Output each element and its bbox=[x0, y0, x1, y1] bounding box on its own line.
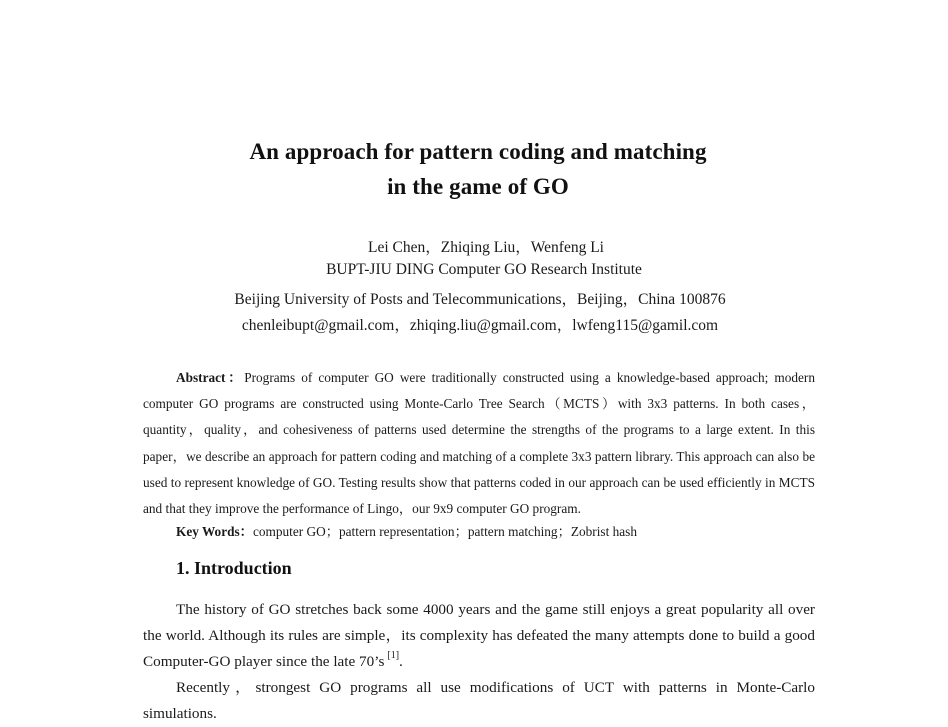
paper-title-line-1: An approach for pattern coding and matching bbox=[249, 139, 707, 164]
paper-title-line-2: in the game of GO bbox=[387, 174, 569, 199]
abstract bbox=[143, 365, 815, 522]
affiliation-university: Beijing University of Posts and Telecommunications，Beijing，China 100876 bbox=[234, 291, 726, 308]
author-emails: chenleibupt@gmail.com，zhiqing.liu@gmail.com，lwfeng115@gamil.com bbox=[241, 317, 719, 334]
keywords-text: computer GO；pattern representation；pattern matching；Zobrist hash bbox=[252, 524, 637, 539]
abstract-label: Abstract： bbox=[176, 370, 245, 385]
keywords bbox=[176, 521, 637, 540]
author-list: Lei Chen，Zhiqing Liu，Wenfeng Li bbox=[368, 239, 604, 256]
intro-paragraph-2: Recently，strongest GO programs all use modifications of UCT with patterns in Monte-Carlo simulations. bbox=[143, 679, 815, 722]
intro-paragraph-1 bbox=[143, 597, 815, 675]
abstract-text: Programs of computer GO were traditionally constructed using a knowledge-based approach; modern computer GO programs are constructed using Monte-Carlo Tree Search（MCTS）with 3x3 patterns. In both cases，quantity，quality，and cohesiveness of patterns used determine the strengths of the programs to a large extent. In this paper，we describe an approach for pattern coding and matching of a complete 3x3 pattern library. This approach can also be used to represent knowledge of GO. Testing results show that patterns coded in our approach can be used efficiently in MCTS and that they improve the performance of Lingo，our 9x9 computer GO program. bbox=[143, 370, 815, 517]
citation-marker: [1] bbox=[387, 650, 400, 661]
affiliation-institute: BUPT-JIU DING Computer GO Research Institute bbox=[326, 261, 642, 278]
intro-paragraph-1-end: . bbox=[399, 653, 403, 670]
intro-paragraph-1-text: The history of GO stretches back some 4000 years and the game still enjoys a great popularity all over the world. Although its rules are simple，its complexity has defeated the many attempts done to build a good Computer-GO player since the late 70’s bbox=[143, 601, 815, 670]
keywords-label: Key Words： bbox=[176, 524, 253, 539]
section-heading: 1. Introduction bbox=[176, 558, 292, 578]
